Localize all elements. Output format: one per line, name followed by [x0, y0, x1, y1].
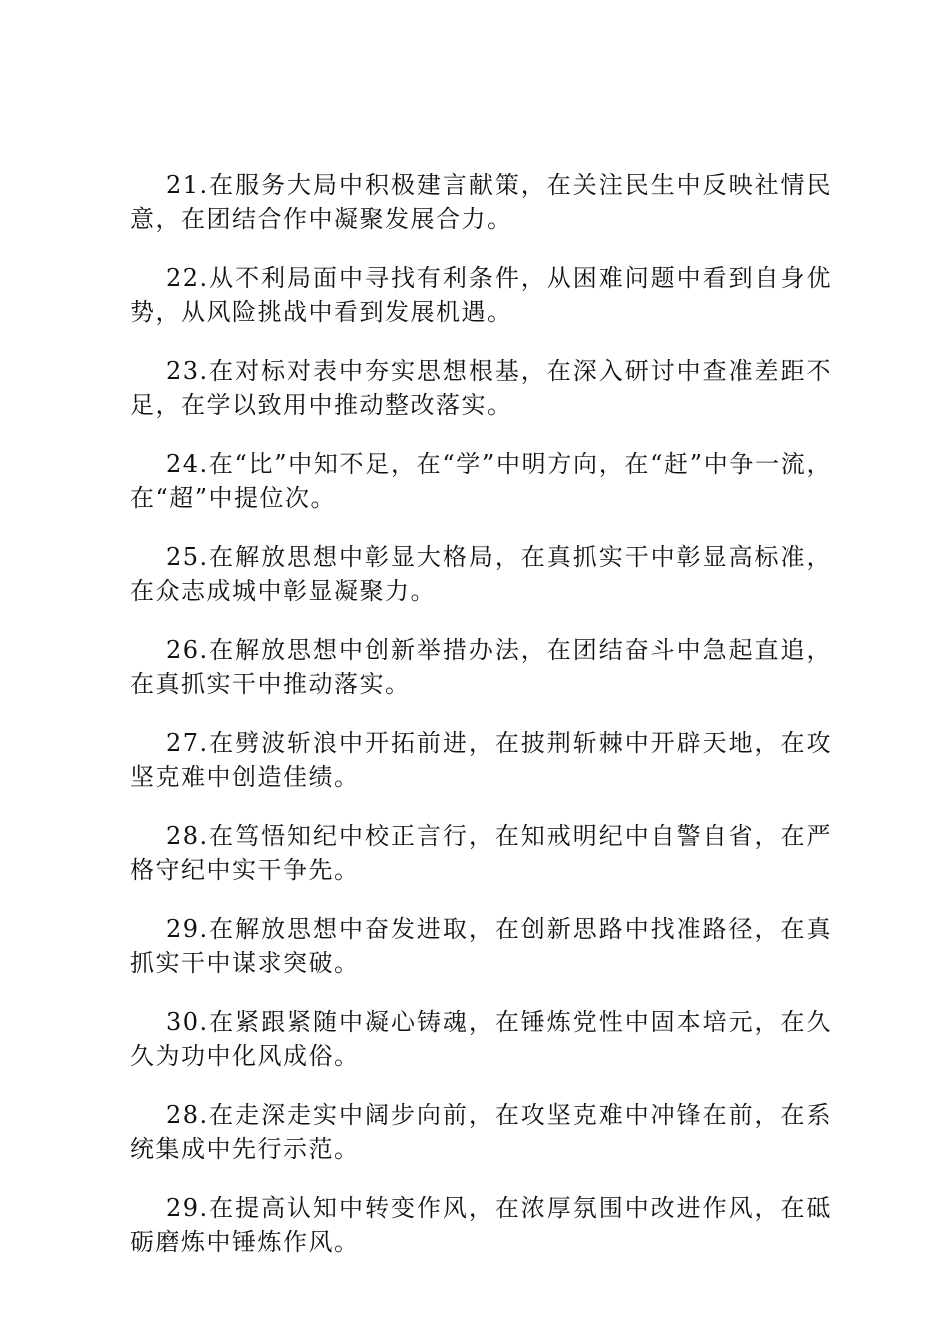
- paragraph-26: 26.在解放思想中创新举措办法，在团结奋斗中急起直追，在真抓实干中推动落实。: [130, 636, 832, 698]
- paragraph-21: 21.在服务大局中积极建言献策，在关注民生中反映社情民意，在团结合作中凝聚发展合力。: [130, 171, 832, 233]
- paragraph-29-repeat: 29.在提高认知中转变作风，在浓厚氛围中改进作风，在砥砺磨炼中锤炼作风。: [130, 1194, 832, 1256]
- paragraph-30: 30.在紧跟紧随中凝心铸魂，在锤炼党性中固本培元，在久久为功中化风成俗。: [130, 1008, 832, 1070]
- paragraph-24: 24.在“比”中知不足，在“学”中明方向，在“赶”中争一流，在“超”中提位次。: [130, 450, 832, 512]
- paragraph-27: 27.在劈波斩浪中开拓前进，在披荆斩棘中开辟天地，在攻坚克难中创造佳绩。: [130, 729, 832, 791]
- paragraph-23: 23.在对标对表中夯实思想根基，在深入研讨中查准差距不足，在学以致用中推动整改落实。: [130, 357, 832, 419]
- paragraph-28: 28.在笃悟知纪中校正言行，在知戒明纪中自警自省，在严格守纪中实干争先。: [130, 822, 832, 884]
- paragraph-22: 22.从不利局面中寻找有利条件，从困难问题中看到自身优势，从风险挑战中看到发展机遇。: [130, 264, 832, 326]
- paragraph-25: 25.在解放思想中彰显大格局，在真抓实干中彰显高标准，在众志成城中彰显凝聚力。: [130, 543, 832, 605]
- paragraph-29: 29.在解放思想中奋发进取，在创新思路中找准路径，在真抓实干中谋求突破。: [130, 915, 832, 977]
- document-body: [130, 168, 832, 1284]
- paragraph-28-repeat: 28.在走深走实中阔步向前，在攻坚克难中冲锋在前，在系统集成中先行示范。: [130, 1101, 832, 1163]
